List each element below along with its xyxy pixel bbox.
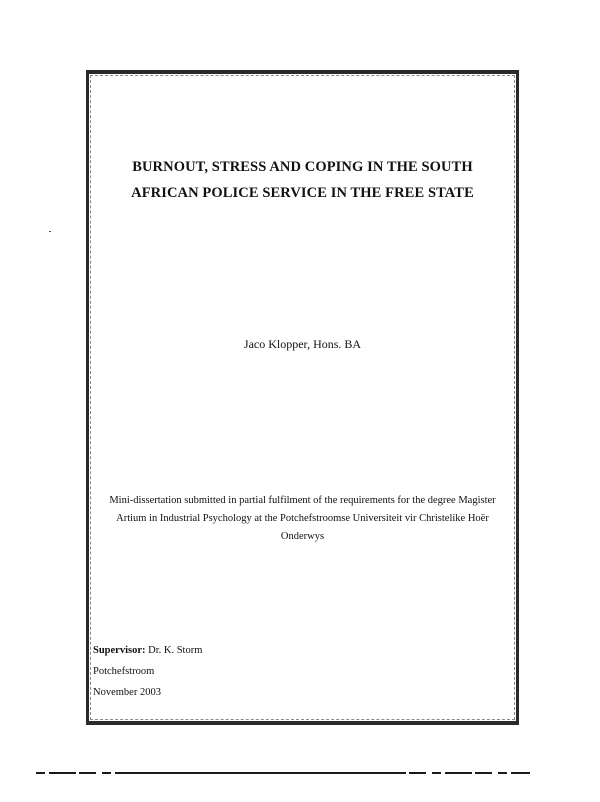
page-footer-rule-solid <box>133 772 389 774</box>
document-meta <box>93 640 202 703</box>
statement-line-1: Mini-dissertation submitted in partial fulfilment of the requirements for the degree Magister <box>109 495 496 506</box>
title-page-border <box>86 70 519 725</box>
title-line-1: BURNOUT, STRESS AND COPING IN THE SOUTH <box>132 159 473 175</box>
title-line-2: AFRICAN POLICE SERVICE IN THE FREE STATE <box>131 185 474 201</box>
statement-line-3: Onderwys <box>280 531 325 542</box>
document-title <box>89 154 516 206</box>
date: November 2003 <box>93 687 161 698</box>
statement-line-2: Artium in Industrial Psychology at the Potchefstroomse Universiteit vir Christelike Hoër <box>116 513 489 524</box>
supervisor-name: Dr. K. Storm <box>148 645 203 656</box>
supervisor-line <box>93 640 202 661</box>
supervisor-label: Supervisor: <box>93 645 146 656</box>
scan-artifact <box>49 231 51 232</box>
place: Potchefstroom <box>93 666 155 677</box>
author-name: Jaco Klopper, Hons. BA <box>243 337 362 351</box>
submission-statement <box>99 492 506 546</box>
